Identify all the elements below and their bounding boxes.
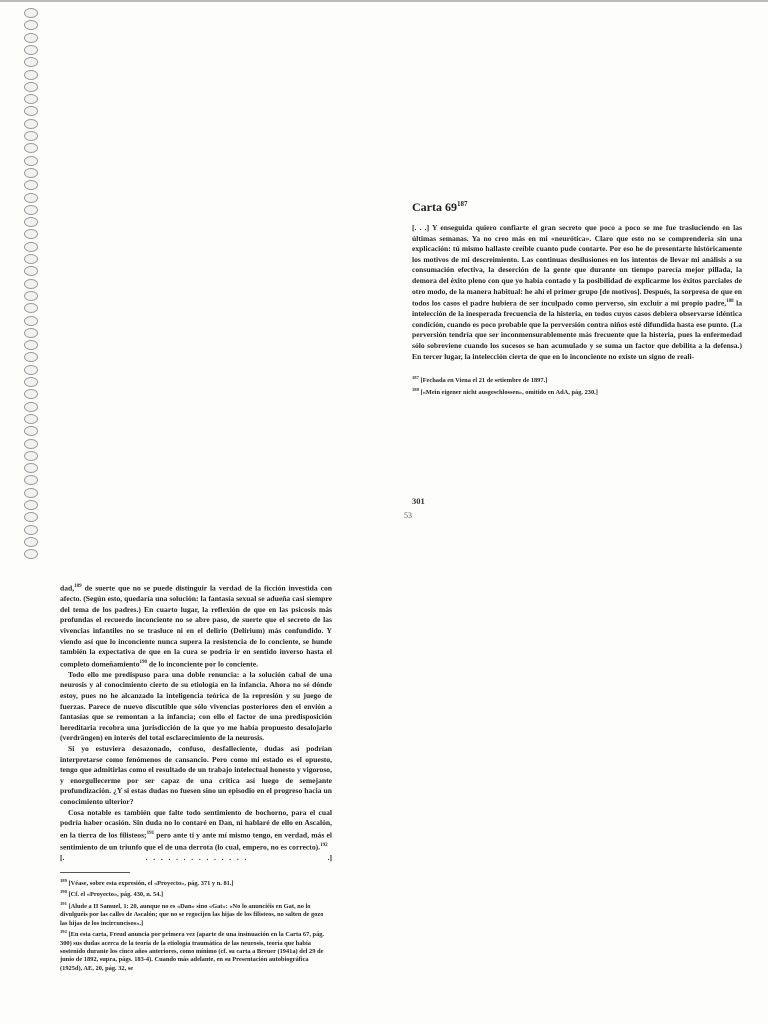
lower-paragraph-2: Todo ello me predispuso para una doble renuncia: a la solución cabal de una neurosis y al conocimiento cierto de su etiología en la infancia. Ahora no sé dónde estoy, pues no he alcanzado la inteligencia teórica de la represión y su juego de fuerzas. Parece de nuevo discutible que sólo vivencias posteriores den el envión a fantasías que se remontan a la infancia; con ello el factor de una predisposición hereditaria recobra una jurisdicción de la que yo me había propuesto desalojarlo (verdrängen) en interés del total esclarecimiento de la neurosis. — [60, 669, 332, 743]
footnote-num: 188 — [412, 386, 419, 392]
footnote-num: 187 — [412, 375, 419, 381]
upper-paragraph-cont: la intelección de la inesperada frecuencia de la histeria, en todos cuyos casos debiera observarse idéntica condición, cuando es poco probable que la perversión contra niños esté difundida hasta ese punto. (La perversión tendría que ser inconmensurablemente más frecuente que la histeria, pues la enfermedad sólo sobreviene cuando los sucesos se han acumulado y se suma un factor que debilita a la defensa.) En tercer lugar, la intelección cierta de que en lo inconciente no existe un signo de reali- — [412, 298, 742, 361]
binding-ring — [24, 512, 38, 522]
footnote-ref-189: 189 — [74, 584, 82, 589]
footnote-187 — [412, 374, 742, 386]
binding-ring — [24, 131, 38, 141]
letter-heading — [412, 200, 742, 215]
binding-ring — [24, 303, 38, 313]
binding-ring — [24, 439, 38, 449]
lower-paragraph-3: Si yo estuviera desazonado, confuso, desfalleciente, dudas así podrían interpretarse como fenómenos de cansancio. Pero como mi estado es el opuesto, tengo que admitirlas como el resultado de un trabajo intelectual honesto y vigoroso, y enorgullecerme por ser capaz de una crítica así luego de semejante profundización. ¿Y si estas dudas no fuesen sino un episodio en el progreso hacia un conocimiento ulterior? — [60, 743, 332, 806]
binding-ring — [24, 20, 38, 30]
binding-ring — [24, 328, 38, 338]
footnote-text: [Véase, sobre esta expresión, el «Proyecto», pág. 371 y n. 81.] — [66, 879, 234, 887]
upper-footnotes — [412, 374, 742, 397]
footnote-192 — [60, 928, 332, 973]
binding-ring — [24, 57, 38, 67]
p4-text: Cosa notable es también que falte todo sentimiento de bochorno, para el cual podría haber ocasión. Sin duda no lo contaré en Dan, ni hablaré de ello en Ascalón, en la tierra de los filisteos; — [60, 807, 332, 840]
footnote-ref-188: 188 — [726, 299, 734, 305]
binding-ring — [24, 119, 38, 129]
binding-ring — [24, 94, 38, 104]
binding-ring — [24, 475, 38, 485]
footnote-text: [Alude a II Samuel, 1: 20, aunque no es «Dan» sino «Gat»: «No lo anunciéis en Gat, no lo divulguéis por las calles de Ascalón; que no se regocijen las hijas de los filisteos, no salten de gozo las hijas de los incircuncisos».] — [60, 902, 324, 927]
p1-cont: de suerte que no se puede distinguir la verdad de la ficción investida con afecto. (Según esto, quedaría una solución: la fantasía sexual se adueña casi siempre del tema de los padres.) En cuarto lugar, la reflexión de que en las psicosis más profundas el recuerdo inconciente no se abre paso, de suerte que el secreto de las vivencias infantiles no se trasluce ni en el delirio (Delirium) más confundido. Y viendo así que lo inconciente nunca supera la resistencia de lo conciente, se hunde también la expectativa de que en la cura se podría ir en sentido inverso hasta el completo domeñamiento — [60, 583, 332, 669]
ellipsis-line — [60, 853, 332, 864]
upper-paragraph-text: [. . .] Y enseguida quiero confiarte el gran secreto que poco a poco se me fue trasluciendo en las últimas semanas. Ya no creo más en mi «neurótica». Claro que esto no se comprendería sin una explicación: tú mismo hallaste creíble cuanto pude contarte. Por eso he de presentarte históricamente los motivos de mi descreimiento. Las continuas desilusiones en los intentos de llevar mi análisis a su consumación efectiva, la deserción de la gente que durante un tiempo parecía mejor pillada, la demora del éxito pleno con que yo había contado y la posibilidad de explicarme los éxitos parciales de otro modo, de la manera habitual: he ahí el primer grupo [de motivos]. Después, la sorpresa de que en todos los casos el padre hubiera de ser inculpado como perverso, sin excluir a mi propio padre, — [412, 223, 742, 308]
handwritten-number: 53 — [404, 511, 412, 520]
binding-ring — [24, 316, 38, 326]
heading-text: Carta 69 — [412, 200, 457, 214]
lower-paragraph-4 — [60, 808, 332, 853]
ellipsis-open: [. — [60, 852, 65, 862]
binding-ring — [24, 352, 38, 362]
lower-paragraph-1 — [60, 582, 332, 670]
ellipsis-close: .] — [327, 852, 332, 862]
footnote-num: 192 — [60, 928, 67, 934]
binding-ring — [24, 549, 38, 559]
footnote-189 — [60, 877, 332, 889]
binding-ring — [24, 426, 38, 436]
binding-ring — [24, 193, 38, 203]
footnote-191 — [60, 900, 332, 928]
p4-cont: pero ante ti y ante mí mismo tengo, en verdad, más el sentimiento de un triunfo que el de una derrota (lo cual, empero, no es correcto). — [60, 830, 332, 852]
ellipsis-dots: . . . . . . . . . . . . . . — [145, 852, 247, 862]
footnote-text: [Cf. el «Proyecto», pág. 430, n. 54.] — [66, 891, 164, 899]
footnote-num: 190 — [60, 889, 67, 895]
binding-ring — [24, 279, 38, 289]
binding-ring — [24, 414, 38, 424]
binding-ring — [24, 205, 38, 215]
footnote-rule — [60, 872, 130, 873]
footnote-ref-192: 192 — [320, 842, 328, 848]
top-edge-line — [0, 0, 768, 2]
binding-ring — [24, 488, 38, 498]
binding-ring — [24, 168, 38, 178]
binding-ring — [24, 500, 38, 510]
binding-ring — [24, 402, 38, 412]
page-number: 301 — [412, 496, 425, 506]
binding-ring — [24, 537, 38, 547]
footnote-text: [Fechada en Viena el 21 de setiembre de 1897.] — [418, 377, 548, 385]
binding-ring — [24, 106, 38, 116]
binding-ring — [24, 156, 38, 166]
lower-footnotes — [60, 877, 332, 974]
footnote-188 — [412, 386, 742, 398]
binding-ring — [24, 389, 38, 399]
upper-paragraph — [412, 223, 742, 362]
binding-ring — [24, 291, 38, 301]
binding-ring — [24, 33, 38, 43]
lower-page — [60, 582, 332, 973]
upper-body — [412, 223, 742, 362]
footnote-ref-191: 191 — [146, 830, 155, 836]
binding-ring — [24, 180, 38, 190]
binding-ring — [24, 254, 38, 264]
binding-ring — [24, 82, 38, 92]
binding-ring — [24, 229, 38, 239]
binding-ring — [24, 365, 38, 375]
binding-ring — [24, 463, 38, 473]
footnote-text: [«Mein eigener nicht ausgeschlossen», omitido en AdA, pág. 230.] — [418, 388, 598, 396]
binding-ring — [24, 525, 38, 535]
spiral-binding — [0, 0, 40, 1024]
footnote-190 — [60, 888, 332, 900]
heading-footnote-ref: 187 — [457, 200, 468, 208]
binding-ring — [24, 8, 38, 18]
binding-ring — [24, 340, 38, 350]
binding-ring — [24, 266, 38, 276]
footnote-num: 189 — [60, 877, 67, 883]
footnote-text: [En esta carta, Freud anuncia por primera vez (aparte de una insinuación en la Carta 67, pág. 300) sus dudas acerca de la teoría de la etiología traumática de las neurosis, teoría que había sostenido durante los cinco años anteriores, como mínimo (cf. su carta a Breuer (1941a) del 29 de junio de 1892, supra, págs. 183-4). Cuando más adelante, en su Presentación autobiográfica (1925d), AE, 20, pág. 32, se — [60, 931, 325, 972]
binding-ring — [24, 217, 38, 227]
p1-end: de lo inconciente por lo conciente. — [147, 659, 259, 669]
binding-ring — [24, 45, 38, 55]
p1-text: dad, — [60, 583, 75, 593]
binding-ring — [24, 377, 38, 387]
binding-ring — [24, 242, 38, 252]
lower-body — [60, 582, 332, 864]
binding-ring — [24, 143, 38, 153]
footnote-num: 191 — [60, 900, 67, 906]
upper-page — [412, 200, 742, 397]
footnote-ref-190: 190 — [139, 659, 148, 665]
binding-ring — [24, 451, 38, 461]
binding-ring — [24, 70, 38, 80]
